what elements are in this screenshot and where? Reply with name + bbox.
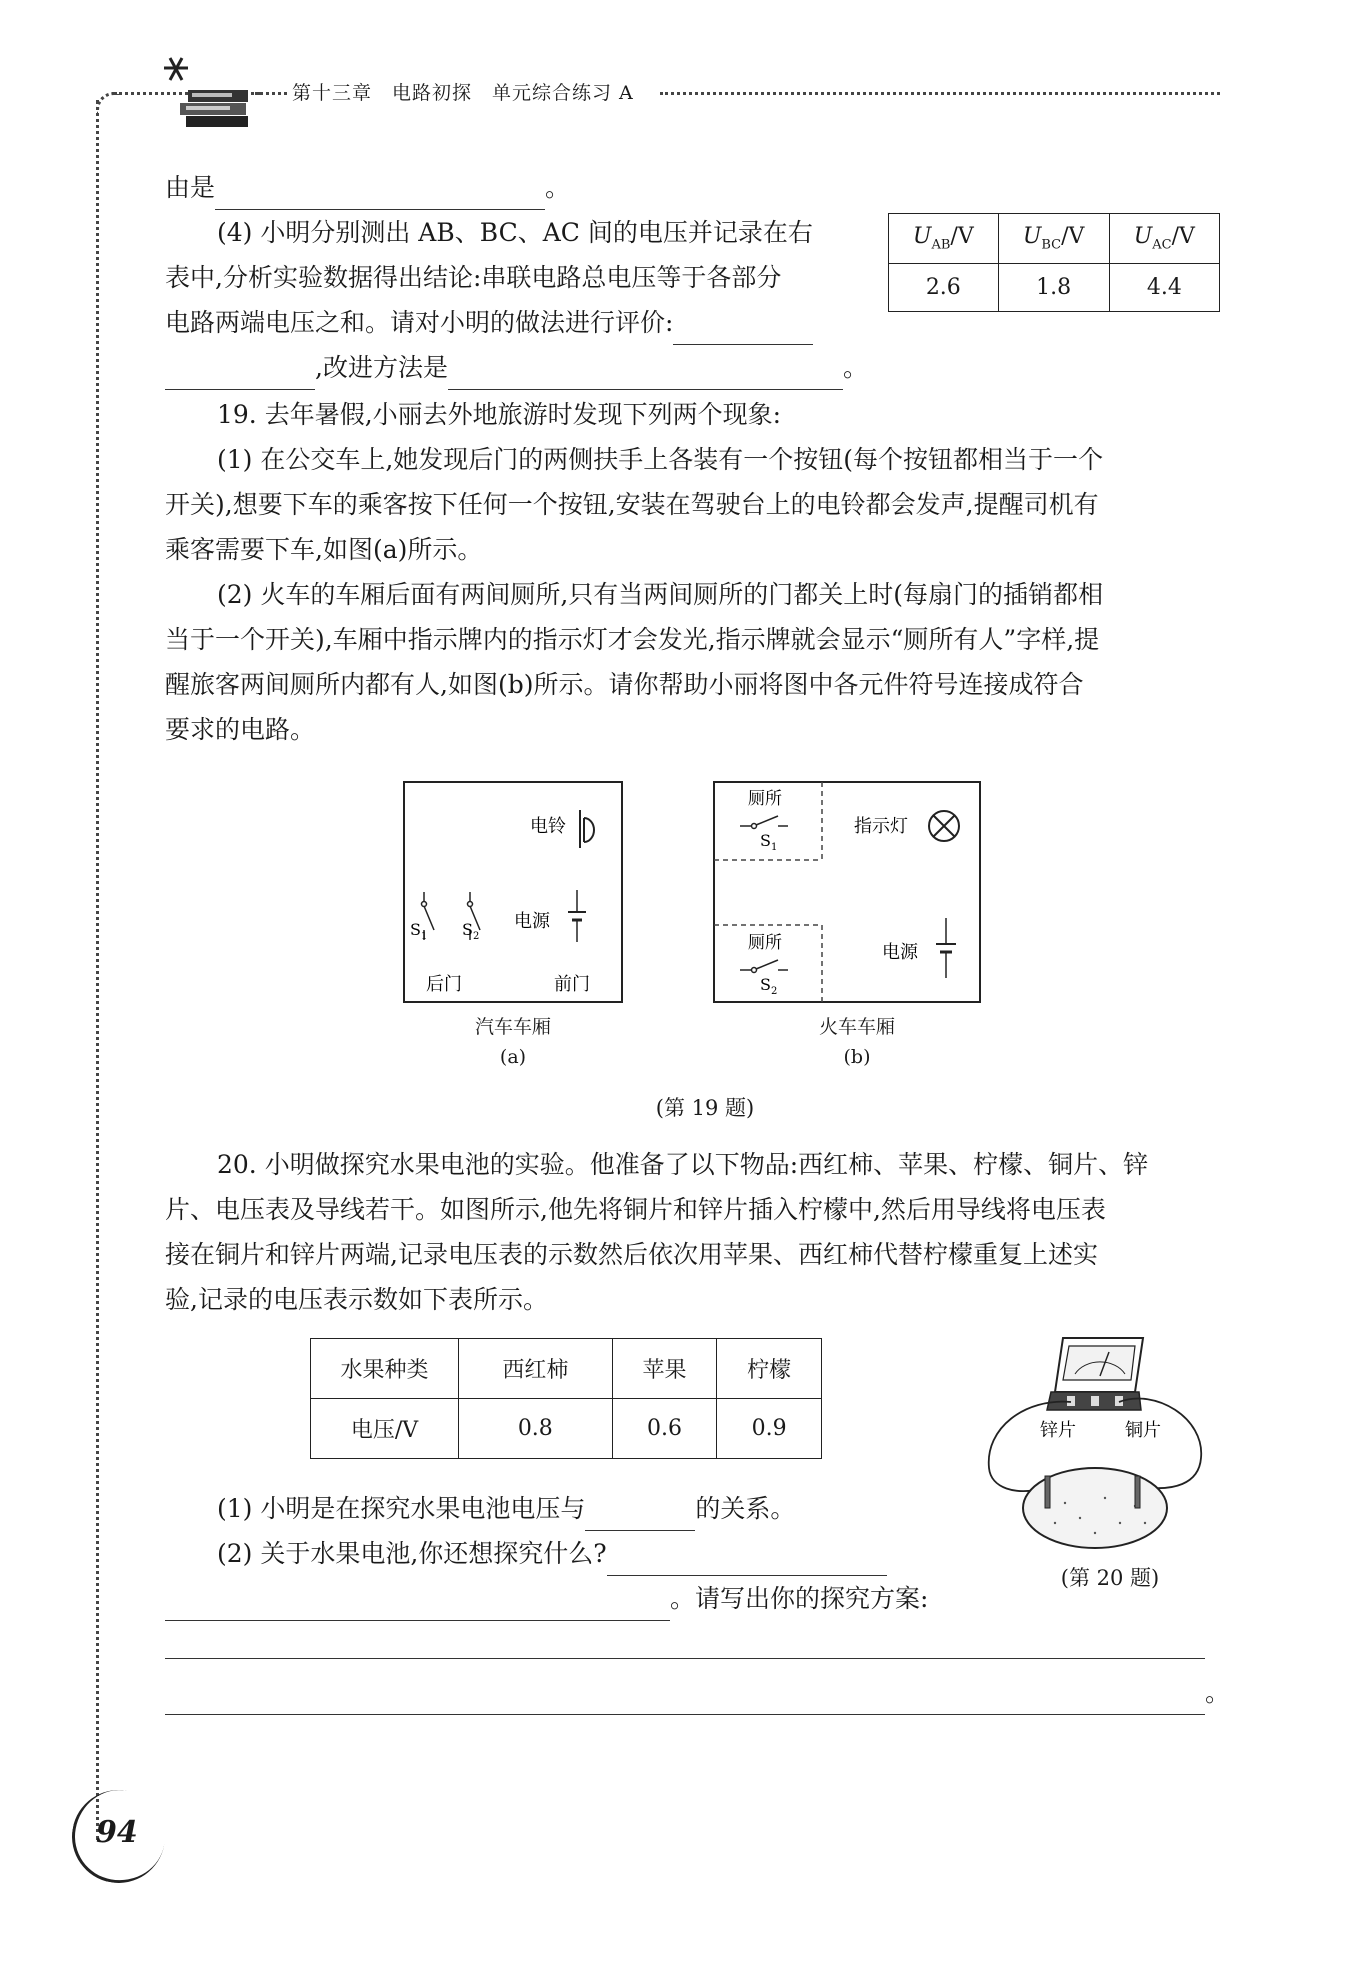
- figure-b-tag: (b): [843, 1046, 871, 1068]
- table-header: 苹果: [612, 1339, 717, 1399]
- table-cell: 电压/V: [311, 1399, 459, 1459]
- page-number: 94: [96, 1815, 138, 1850]
- lamp-icon: [929, 811, 959, 841]
- q18-reason-line: 由是 。: [165, 165, 1220, 210]
- table-header: 水果种类: [311, 1339, 459, 1399]
- answer-blank[interactable]: [673, 308, 813, 345]
- header-title: 第十三章 电路初探 单元综合练习 A: [292, 82, 634, 104]
- table-header: $U_{AC}/V$: [1109, 214, 1219, 264]
- q19-p1-line1: (1) 在公交车上,她发现后门的两侧扶手上各装有一个按钮(每个按钮都相当于一个: [217, 445, 1104, 474]
- fruit-voltage-table: [310, 1338, 822, 1459]
- q19-p2-line2: 当于一个开关),车厢中指示牌内的指示灯才会发光,指示牌就会显示“厕所有人”字样,提: [165, 625, 1100, 654]
- s2-label: $S_2$: [760, 975, 778, 997]
- table-cell: 0.8: [459, 1399, 613, 1459]
- header-dots-left: [255, 92, 287, 95]
- answer-blank[interactable]: [607, 1539, 887, 1576]
- q20-line4: 验,记录的电压表示数如下表所示。: [165, 1285, 548, 1314]
- q19-intro: 19. 去年暑假,小丽去外地旅游时发现下列两个现象:: [217, 400, 782, 429]
- q20-p2: (2) 关于水果电池,你还想探究什么?: [165, 1531, 1272, 1576]
- bell-icon: [580, 810, 594, 848]
- q19-p1-line2: 开关),想要下车的乘客按下任何一个按钮,安装在驾驶台上的电铃都会发声,提醒司机有: [165, 490, 1099, 519]
- q19-p2-line1: (2) 火车的车厢后面有两间厕所,只有当两间厕所的门都关上时(每扇门的插销都相: [217, 580, 1104, 609]
- q20-line2: 片、电压表及导线若干。如图所示,他先将铜片和锌片插入柠檬中,然后用导线将电压表: [165, 1195, 1106, 1224]
- s1-label: $S_1$: [760, 831, 778, 853]
- answer-blank[interactable]: [165, 353, 315, 390]
- q19-p2-line3: 醒旅客两间厕所内都有人,如图(b)所示。请你帮助小丽将图中各元件符号连接成符合: [165, 670, 1084, 699]
- table-cell: 2.6: [889, 264, 999, 312]
- answer-blank[interactable]: [165, 1584, 670, 1621]
- figure-a-caption: 汽车车厢: [474, 1016, 551, 1038]
- table-cell: 4.4: [1109, 264, 1219, 312]
- table-header: 柠檬: [717, 1339, 822, 1399]
- q18-part4-line1: (4) 小明分别测出 AB、BC、AC 间的电压并记录在右: [217, 218, 813, 247]
- q18-part4-line3: 电路两端电压之和。请对小明的做法进行评价:: [165, 300, 885, 345]
- power-label: 电源: [514, 911, 550, 932]
- page-frame-corner: [96, 92, 119, 115]
- switch-s1-icon: [740, 816, 788, 829]
- switch-s2-icon: [740, 960, 788, 973]
- table-cell: 0.6: [612, 1399, 717, 1459]
- answer-blank[interactable]: [215, 173, 545, 210]
- figure-b-caption: 火车车厢: [818, 1016, 895, 1038]
- table-cell: 1.8: [998, 264, 1109, 312]
- bell-label: 电铃: [530, 816, 566, 837]
- q19-p2-line4: 要求的电路。: [165, 715, 316, 744]
- voltage-table: [888, 213, 1220, 312]
- table-header: $U_{AB}/V$: [889, 214, 999, 264]
- answer-line[interactable]: [165, 1658, 1205, 1659]
- s2-label: $S_2$: [462, 920, 480, 942]
- q20-figure-caption: (第 20 题): [1060, 1566, 1160, 1590]
- back-door-label: 后门: [426, 974, 462, 995]
- q18-part4-line2: 表中,分析实验数据得出结论:串联电路总电压等于各部分: [165, 263, 782, 292]
- answer-blank[interactable]: [165, 1678, 1205, 1715]
- q20-p2-line2: 。请写出你的探究方案:: [165, 1576, 1220, 1621]
- power-label: 电源: [882, 942, 918, 963]
- table-header: 西红柿: [459, 1339, 613, 1399]
- battery-icon: [568, 890, 586, 942]
- toilet2-label: 厕所: [748, 933, 782, 953]
- figure-a-tag: (a): [499, 1046, 527, 1068]
- battery-icon: [936, 918, 956, 978]
- s1-label: $S_1$: [410, 920, 428, 942]
- figure-a-bus-circuit: [402, 780, 624, 1005]
- copper-label: 铜片: [1125, 1420, 1161, 1441]
- q19-figure-caption: (第 19 题): [655, 1096, 755, 1120]
- q18-part4-line4: ,改进方法是 。: [165, 345, 1220, 390]
- q20-line3: 接在铜片和锌片两端,记录电压表的示数然后依次用苹果、西红柿代替柠檬重复上述实: [165, 1240, 1098, 1269]
- lamp-label: 指示灯: [854, 816, 908, 837]
- q20-final-line: 。: [165, 1670, 1220, 1715]
- zinc-label: 锌片: [1040, 1420, 1076, 1441]
- table-header: $U_{BC}/V$: [998, 214, 1109, 264]
- figure-b-train-circuit: [712, 780, 982, 1005]
- toilet1-label: 厕所: [748, 789, 782, 809]
- answer-blank[interactable]: [585, 1494, 695, 1531]
- page-frame-left: [96, 100, 99, 1840]
- front-door-label: 前门: [554, 974, 590, 995]
- header-dots-right: [660, 92, 1220, 95]
- q20-line1: 20. 小明做探究水果电池的实验。他准备了以下物品:西红柿、苹果、柠檬、铜片、锌: [217, 1150, 1149, 1179]
- q20-p1: (1) 小明是在探究水果电池电压与 的关系。: [165, 1486, 1272, 1531]
- q19-p1-line3: 乘客需要下车,如图(a)所示。: [165, 535, 483, 564]
- table-cell: 0.9: [717, 1399, 822, 1459]
- books-icon: [150, 50, 260, 130]
- answer-blank[interactable]: [448, 353, 843, 390]
